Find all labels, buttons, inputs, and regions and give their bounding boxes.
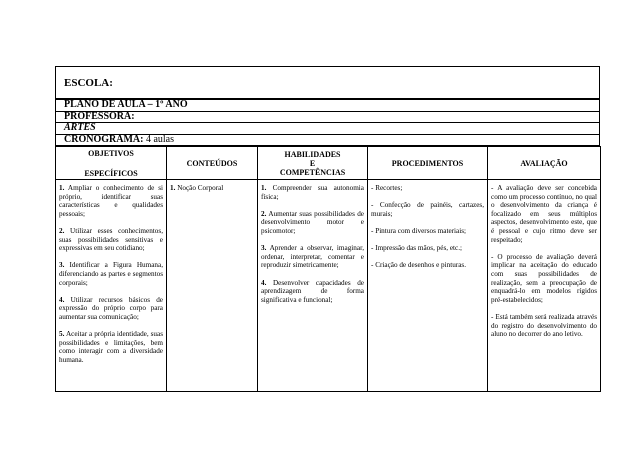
procedimento-item: - Criação de desenhos e pinturas.	[371, 261, 467, 270]
habilidade-item: 1. Compreender sua autonomia física;	[261, 184, 364, 201]
escola-label: ESCOLA:	[64, 77, 113, 89]
objetivo-item: 4. Utilizar recursos básicos de expressão do próprio corpo para aumentar sua comunicação;	[59, 295, 163, 321]
habilidade-item: 2. Aumentar suas possibilidades de desenvolvimento motor e psicomotor;	[261, 209, 364, 235]
conteudos-cell	[167, 180, 258, 392]
plano-title: PLANO DE AULA – 1º ANO	[56, 100, 599, 112]
escola-row	[56, 67, 599, 100]
habilidades-header-3: COMPETÊNCIAS	[279, 167, 346, 177]
plan-table	[55, 146, 601, 392]
objetivo-item: 1. Ampliar o conhecimento de si próprio, identificar suas características e qualidades pessoais;	[59, 184, 163, 218]
avaliacao-item: - O processo de avaliação deverá implicar na aceitação do educado com suas possibilidades de realização, sem a preocupação de enquadrá-lo em modelos rígidos pré-estabelecidos;	[491, 252, 597, 304]
objetivos-header-bottom: ESPECÍFICOS	[84, 168, 138, 178]
objetivo-item: 3. Identificar a Figura Humana, diferenciando as partes e segmentos corporais;	[59, 261, 163, 287]
column-objetivos	[56, 147, 167, 180]
avaliacao-cell	[488, 180, 601, 392]
avaliacao-item: - A avaliação deve ser concebida como um processo contínuo, no qual o desenvolvimento da criança é focalizado em seus múltiplos aspectos, desenvolvimento este, que é pessoal e cujo ritmo deve ser respeitado;	[491, 184, 597, 244]
column-avaliacao: AVALIAÇÃO	[488, 147, 601, 180]
column-habilidades	[258, 147, 368, 180]
column-procedimentos: PROCEDIMENTOS	[368, 147, 488, 180]
professora-label: PROFESSORA:	[56, 112, 599, 124]
procedimento-item: - Pintura com diversos materiais;	[371, 226, 467, 235]
procedimento-item: - Confecção de painéis, cartazes, murais;	[371, 201, 484, 218]
objetivo-item: 2. Utilizar esses conhecimentos, suas possibilidades sensitivas e expressivas em seu cotidiano;	[59, 226, 163, 253]
avaliacao-item: - Está também será realizada através do registro do desenvolvimento do aluno no decorrer do ano letivo.	[491, 312, 597, 339]
cronograma-value: 4 aulas	[143, 133, 174, 145]
column-conteudos: CONTEÚDOS	[167, 147, 258, 180]
disciplina-label: ARTES	[56, 123, 599, 135]
habilidades-header-2: E	[309, 158, 316, 168]
habilidade-item: 3. Aprender a observar, imaginar, ordenar, interpretar, comentar e reproduzir simetricamente;	[261, 244, 364, 270]
lesson-plan-document	[55, 66, 600, 392]
cronograma-label: CRONOGRAMA:	[64, 133, 144, 145]
habilidades-header-1: HABILIDADES	[284, 149, 341, 159]
header-box	[55, 66, 600, 146]
cronograma-row	[56, 135, 599, 146]
objetivos-header-top: OBJETIVOS	[88, 148, 134, 158]
conteudo-item: 1. Noção Corporal	[170, 184, 224, 192]
procedimento-item: - Impressão das mãos, pés, etc.;	[371, 244, 463, 253]
objetivo-item: 5. Aceitar a própria identidade, suas possibilidades e limitações, bem como interagir com a diversidade humana.	[59, 330, 163, 364]
procedimentos-cell	[368, 180, 488, 392]
objetivos-cell	[56, 180, 167, 392]
procedimento-item: - Recortes;	[371, 184, 403, 192]
habilidade-item: 4. Desenvolver capacidades de aprendizagem de forma significativa e funcional;	[261, 278, 364, 304]
habilidades-cell	[258, 180, 368, 392]
